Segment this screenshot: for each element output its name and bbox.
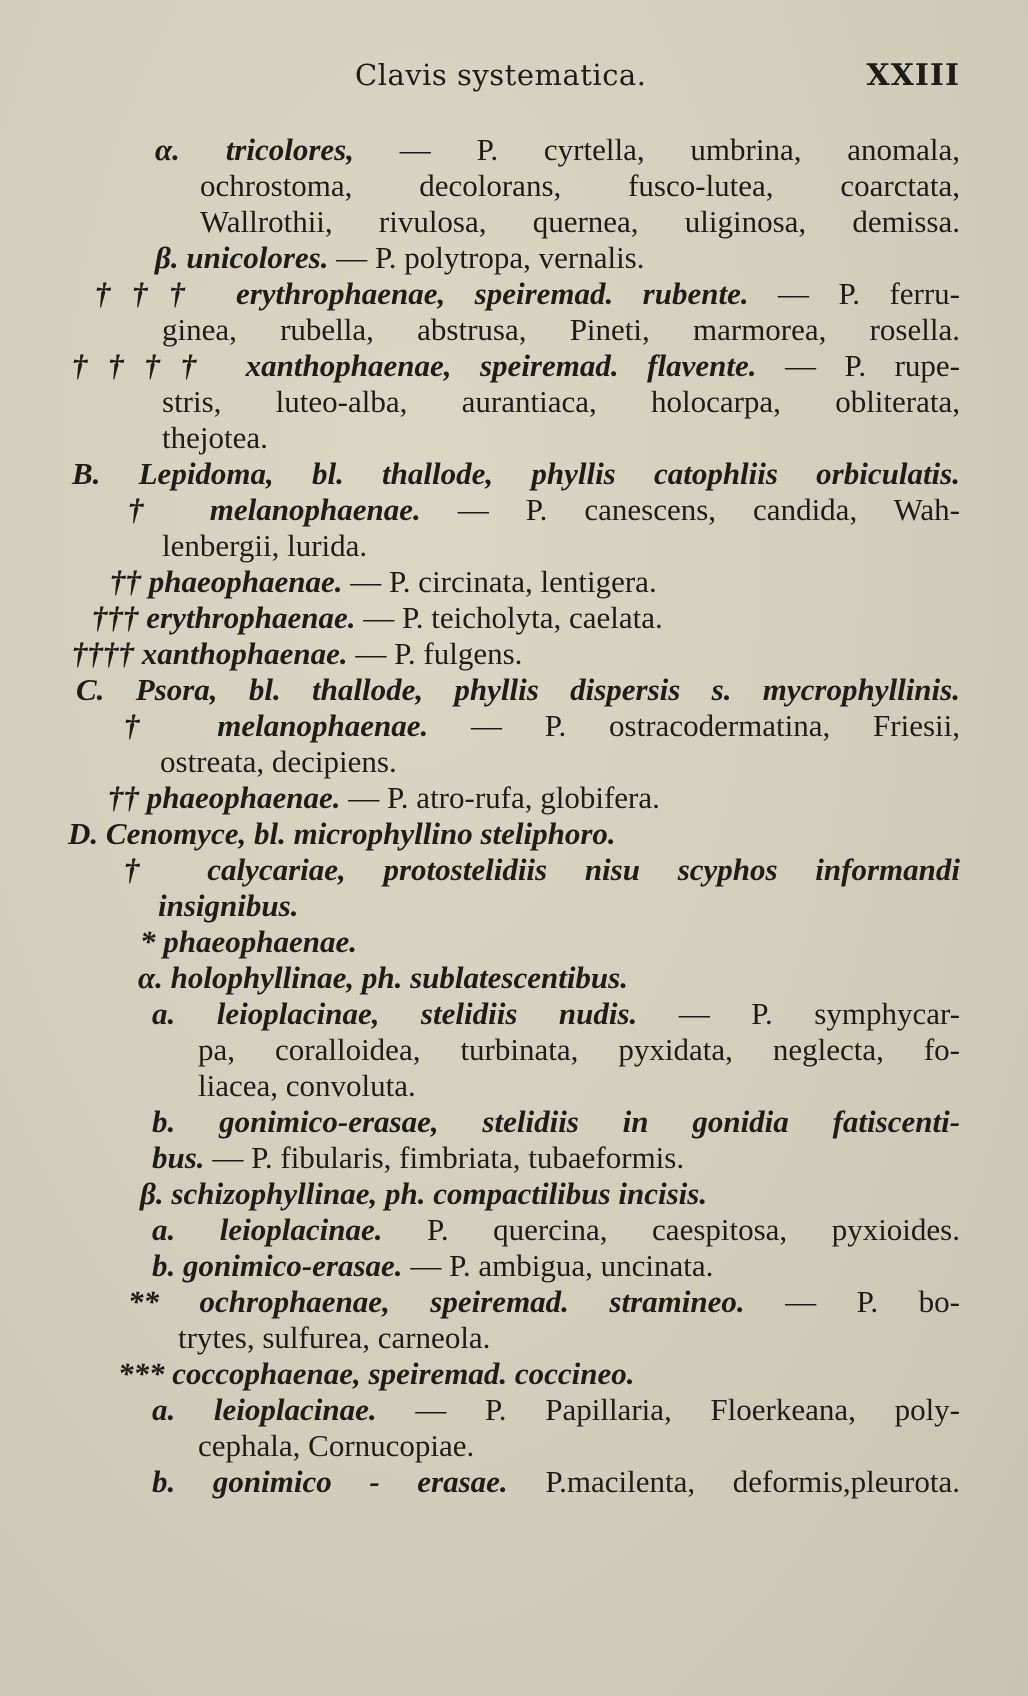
line-text: — P. circinata, lentigera. — [342, 564, 657, 599]
section-marker: *** — [118, 1356, 173, 1391]
text-line — [124, 852, 960, 888]
line-text: trytes, sulfurea, carneola. — [178, 1320, 491, 1355]
page-number: XXIII — [866, 58, 960, 93]
line-text: — P. ambigua, uncinata. — [402, 1248, 714, 1283]
section-marker: C. — [76, 672, 136, 707]
italic-term: Cenomyce, bl. microphyllino steliphoro. — [105, 816, 616, 851]
line-text: — P. atro-rufa, globifera. — [340, 780, 660, 815]
line-text: ostreata, decipiens. — [160, 744, 397, 779]
section-marker: † — [124, 852, 208, 887]
text-line — [155, 132, 960, 168]
text-line — [95, 276, 960, 312]
line-text: — P. fulgens. — [347, 636, 523, 671]
italic-term: leioplacinae. — [219, 1212, 383, 1247]
text-line — [124, 708, 960, 744]
section-marker: * — [140, 924, 164, 959]
text-line — [200, 168, 960, 204]
line-text: lenbergii, lurida. — [162, 528, 368, 563]
italic-term: unicolores. — [186, 240, 329, 275]
text-line — [152, 1392, 960, 1428]
text-line — [178, 1320, 490, 1356]
text-line — [158, 888, 298, 924]
line-text: P.macilenta, deformis,pleurota. — [507, 1464, 960, 1499]
line-text: liacea, convoluta. — [198, 1068, 416, 1103]
text-line — [155, 240, 645, 276]
section-marker: b. — [152, 1104, 220, 1139]
text-line — [152, 1464, 960, 1500]
line-text: stris, luteo-alba, aurantiaca, holocarpa, obliterata, — [162, 384, 960, 419]
italic-term: gonimico - erasae. — [212, 1464, 508, 1499]
italic-term: phaeophaenae. — [163, 924, 357, 959]
text-line — [160, 744, 397, 780]
line-text: — P. teicholyta, caelata. — [355, 600, 663, 635]
section-marker: ††† — [92, 600, 147, 635]
text-line — [128, 492, 960, 528]
italic-term: Psora, bl. thallode, phyllis dispersis s. mycrophyllinis. — [135, 672, 960, 707]
italic-term: calycariae, protostelidiis nisu scyphos informandi — [207, 852, 960, 887]
text-line — [152, 1212, 960, 1248]
text-line — [72, 348, 960, 384]
text-line — [152, 1140, 684, 1176]
italic-term: gonimico-erasae. — [183, 1248, 403, 1283]
text-line — [92, 600, 663, 636]
text-line — [198, 1032, 960, 1068]
text-line — [72, 456, 960, 492]
section-marker: α. — [155, 132, 226, 167]
section-marker: ** — [128, 1284, 200, 1319]
italic-term: leioplacinae. — [213, 1392, 377, 1427]
text-line — [162, 312, 960, 348]
line-text: — P. bo- — [744, 1284, 960, 1319]
italic-term: schizophyllinae, ph. compactilibus incisis. — [171, 1176, 708, 1211]
section-marker: β. — [155, 240, 187, 275]
italic-term: Lepidoma, bl. thallode, phyllis catophliis orbiculatis. — [138, 456, 960, 491]
text-line — [152, 1248, 713, 1284]
line-text: pa, coralloidea, turbinata, pyxidata, neglecta, fo- — [198, 1032, 960, 1067]
section-marker: † — [128, 492, 210, 527]
line-text: — P. fibularis, fimbriata, tubaeformis. — [204, 1140, 685, 1175]
text-line — [72, 636, 522, 672]
text-line — [118, 1356, 635, 1392]
text-line — [110, 564, 657, 600]
line-text: — P. canescens, candida, Wah- — [420, 492, 961, 527]
section-marker: ††† — [95, 276, 236, 311]
italic-term: phaeophaenae. — [148, 564, 343, 599]
text-line — [128, 1284, 960, 1320]
section-marker: †† — [108, 780, 147, 815]
text-line — [68, 816, 616, 852]
italic-term: leioplacinae, stelidiis nudis. — [216, 996, 638, 1031]
line-text: — P. symphycar- — [637, 996, 960, 1031]
text-line — [76, 672, 960, 708]
line-text: — P. Papillaria, Floerkeana, poly- — [376, 1392, 961, 1427]
text-line — [140, 1176, 707, 1212]
line-text: cephala, Cornucopiae. — [198, 1428, 475, 1463]
italic-term: xanthophaenae. — [141, 636, 348, 671]
italic-term: erythrophaenae, speiremad. rubente. — [235, 276, 749, 311]
line-text: — P. polytropa, vernalis. — [328, 240, 645, 275]
text-line — [108, 780, 660, 816]
italic-term: coccophaenae, speiremad. coccineo. — [172, 1356, 635, 1391]
text-line — [162, 420, 268, 456]
italic-term: phaeophaenae. — [146, 780, 341, 815]
italic-term: tricolores, — [225, 132, 354, 167]
line-text: Wallrothii, rivulosa, quernea, uliginosa, demissa. — [200, 204, 960, 239]
line-text: — P. cyrtella, umbrina, anomala, — [354, 132, 960, 167]
section-marker: D. — [68, 816, 106, 851]
section-marker: † — [124, 708, 218, 743]
line-text: ginea, rubella, abstrusa, Pineti, marmorea, rosella. — [162, 312, 960, 347]
text-line — [138, 960, 628, 996]
section-marker: α. — [138, 960, 171, 995]
section-marker: B. — [72, 456, 139, 491]
text-line — [198, 1428, 474, 1464]
section-marker: b. — [152, 1464, 213, 1499]
section-marker: a. — [152, 1392, 214, 1427]
section-marker: β. — [140, 1176, 172, 1211]
page-header — [0, 58, 1028, 102]
running-title: Clavis systematica. — [355, 58, 647, 92]
text-line — [198, 1068, 416, 1104]
text-line — [152, 996, 960, 1032]
section-marker: a. — [152, 996, 217, 1031]
section-marker: †† — [110, 564, 149, 599]
italic-term: ochrophaenae, speiremad. stramineo. — [199, 1284, 745, 1319]
line-text: thejotea. — [162, 420, 268, 455]
italic-term: insignibus. — [158, 888, 299, 923]
section-marker: †††† — [72, 636, 142, 671]
text-line — [162, 528, 367, 564]
italic-term: bus. — [152, 1140, 205, 1175]
italic-term: holophyllinae, ph. sublatescentibus. — [170, 960, 628, 995]
line-text: ochrostoma, decolorans, fusco-lutea, coarctata, — [200, 168, 960, 203]
text-line — [140, 924, 357, 960]
section-marker: a. — [152, 1212, 220, 1247]
italic-term: gonimico-erasae, stelidiis in gonidia fatiscenti- — [219, 1104, 961, 1139]
section-marker: †††† — [72, 348, 246, 383]
line-text: — P. ostracodermatina, Friesii, — [428, 708, 960, 743]
text-line — [162, 384, 960, 420]
italic-term: melanophaenae. — [209, 492, 421, 527]
italic-term: xanthophaenae, speiremad. flavente. — [245, 348, 757, 383]
italic-term: melanophaenae. — [217, 708, 429, 743]
text-line — [200, 204, 960, 240]
line-text: P. quercina, caespitosa, pyxioides. — [382, 1212, 960, 1247]
text-line — [152, 1104, 960, 1140]
section-marker: b. — [152, 1248, 183, 1283]
italic-term: erythrophaenae. — [146, 600, 356, 635]
line-text: — P. rupe- — [756, 348, 960, 383]
line-text: — P. ferru- — [748, 276, 960, 311]
